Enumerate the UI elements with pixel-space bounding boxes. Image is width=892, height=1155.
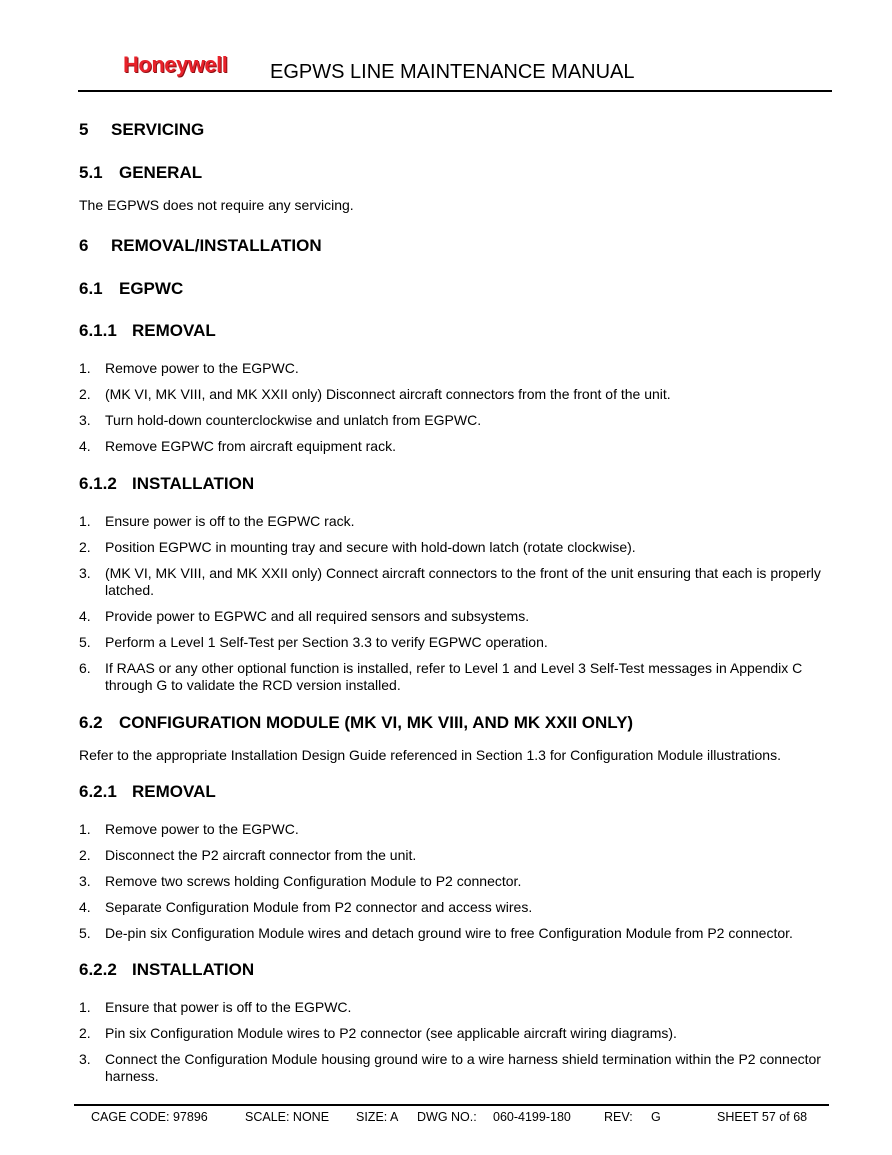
list-item: 2. Disconnect the P2 aircraft connector from the unit. [79, 847, 417, 863]
config-installation-steps-list [79, 999, 839, 1085]
rev-label: REV: [604, 1110, 633, 1124]
section-number: 6 [79, 236, 89, 255]
list-item: 3. Turn hold-down counterclockwise and unlatch from EGPWC. [79, 412, 482, 428]
page-header [78, 50, 832, 92]
sheet-number: SHEET 57 of 68 [717, 1110, 808, 1124]
list-item: 1. Remove power to the EGPWC. [79, 821, 299, 837]
section-number: 6.2 [79, 713, 103, 732]
section-5-heading [79, 120, 839, 142]
cage-code: CAGE CODE: 97896 [91, 1110, 208, 1124]
section-5-1-heading [79, 163, 839, 185]
list-item: 3. Connect the Configuration Module housing ground wire to a wire harness shield termination within the P2 connector harness. [79, 1051, 821, 1084]
list-item: 3. Remove two screws holding Configuration Module to P2 connector. [79, 873, 522, 889]
list-item: 1. Ensure power is off to the EGPWC rack. [79, 513, 355, 529]
section-5-1-body: The EGPWS does not require any servicing. [79, 197, 354, 213]
list-item: 1. Ensure that power is off to the EGPWC. [79, 999, 352, 1015]
document-title: EGPWS LINE MAINTENANCE MANUAL [270, 61, 635, 83]
list-item: 2. Pin six Configuration Module wires to P2 connector (see applicable aircraft wiring diagrams). [79, 1025, 677, 1041]
section-6-heading [79, 236, 839, 258]
section-title: CONFIGURATION MODULE (MK VI, MK VIII, AND MK XXII ONLY) [119, 713, 634, 732]
size: SIZE: A [356, 1110, 399, 1124]
list-item: 5. De-pin six Configuration Module wires and detach ground wire to free Configuration Module from P2 connector. [79, 925, 793, 941]
section-6-1-1-heading [79, 321, 839, 343]
scale: SCALE: NONE [245, 1110, 330, 1124]
removal-steps-list [79, 360, 839, 455]
section-title: REMOVAL [132, 321, 216, 340]
section-title: SERVICING [111, 120, 205, 139]
section-number: 5.1 [79, 163, 103, 182]
section-number: 6.1.1 [79, 321, 117, 340]
honeywell-logo: Honeywell [123, 52, 228, 77]
list-item: 1. Remove power to the EGPWC. [79, 360, 299, 376]
section-title: REMOVAL/INSTALLATION [111, 236, 322, 255]
config-removal-steps-list [79, 821, 839, 942]
section-number: 6.1 [79, 279, 103, 298]
list-item: 4. Remove EGPWC from aircraft equipment rack. [79, 438, 396, 454]
section-number: 6.1.2 [79, 474, 117, 493]
page-content [79, 120, 839, 1085]
section-title: EGPWC [119, 279, 184, 298]
section-title: GENERAL [119, 163, 203, 182]
list-item: 4. Provide power to EGPWC and all required sensors and subsystems. [79, 608, 530, 624]
list-item: 3. (MK VI, MK VIII, and MK XXII only) Connect aircraft connectors to the front of the unit ensuring that each is properly latched. [79, 565, 821, 598]
list-item: 2. Position EGPWC in mounting tray and secure with hold-down latch (rotate clockwise). [79, 539, 636, 555]
section-number: 6.2.1 [79, 782, 117, 801]
section-6-2-2-heading [79, 960, 839, 982]
rev-value: G [651, 1110, 661, 1124]
section-6-2-1-heading [79, 782, 839, 804]
section-title: INSTALLATION [132, 960, 255, 979]
installation-steps-list [79, 513, 839, 694]
dwg-label: DWG NO.: [417, 1110, 477, 1124]
section-number: 6.2.2 [79, 960, 117, 979]
section-6-1-heading [79, 279, 839, 301]
section-number: 5 [79, 120, 89, 139]
section-6-2-heading [79, 713, 839, 735]
list-item: 4. Separate Configuration Module from P2 connector and access wires. [79, 899, 533, 915]
dwg-number: 060-4199-180 [493, 1110, 571, 1124]
list-item: 6. If RAAS or any other optional function is installed, refer to Level 1 and Level 3 Self-Test messages in Appendix C through G to validate the RCD version installed. [79, 660, 803, 693]
section-6-1-2-heading [79, 474, 839, 496]
list-item: 2. (MK VI, MK VIII, and MK XXII only) Disconnect aircraft connectors from the front of the unit. [79, 386, 671, 402]
section-title: INSTALLATION [132, 474, 255, 493]
list-item: 5. Perform a Level 1 Self-Test per Section 3.3 to verify EGPWC operation. [79, 634, 548, 650]
section-title: REMOVAL [132, 782, 216, 801]
page-footer [74, 1104, 829, 1124]
section-6-2-body: Refer to the appropriate Installation Design Guide referenced in Section 1.3 for Configuration Module illustrations. [79, 747, 781, 763]
